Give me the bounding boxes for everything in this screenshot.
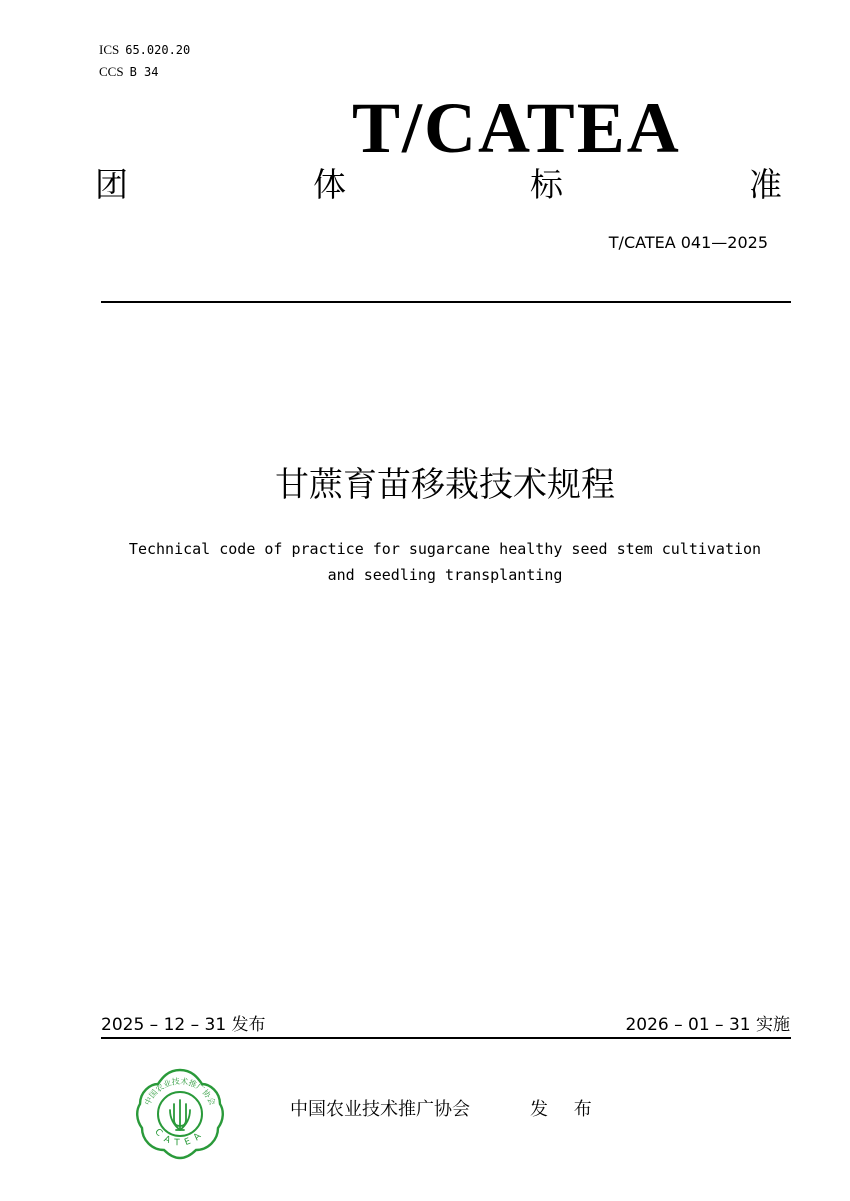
ccs-code: B 34 — [129, 65, 159, 79]
catea-seal-icon — [132, 1064, 228, 1160]
standard-type-char-3: 标 — [530, 165, 563, 204]
top-divider — [101, 301, 791, 303]
ccs-label: CCS — [99, 64, 124, 79]
title-english-line-1: Technical code of practice for sugarcane healthy seed stem cultivation — [128, 540, 762, 558]
ics-line — [99, 40, 190, 60]
standard-type-char-1: 团 — [95, 165, 128, 204]
ccs-line — [99, 62, 158, 82]
ics-code: 65.020.20 — [125, 43, 191, 57]
catea-logo-text: T/CATEA — [352, 88, 681, 168]
standard-number: T/CATEA 041—2025 — [608, 233, 768, 252]
publisher-name: 中国农业技术推广协会 — [290, 1099, 470, 1120]
seal-text-top: 中国农业技术推广协会 — [143, 1076, 217, 1107]
seal-text-bottom: CATEA — [152, 1127, 208, 1149]
ics-label: ICS — [99, 42, 120, 57]
issue-date: 2025 – 12 – 31 发布 — [101, 1015, 266, 1035]
title-chinese: 甘蔗育苗移栽技术规程 — [275, 465, 615, 505]
title-english-line-2: and seedling transplanting — [327, 566, 563, 584]
standard-type-char-2: 体 — [313, 165, 346, 204]
implement-date: 2026 – 01 – 31 实施 — [625, 1015, 790, 1035]
title-english — [60, 536, 830, 588]
standard-type-char-4: 准 — [749, 165, 782, 204]
publish-label: 发 布 — [530, 1099, 602, 1120]
bottom-divider — [101, 1037, 791, 1039]
